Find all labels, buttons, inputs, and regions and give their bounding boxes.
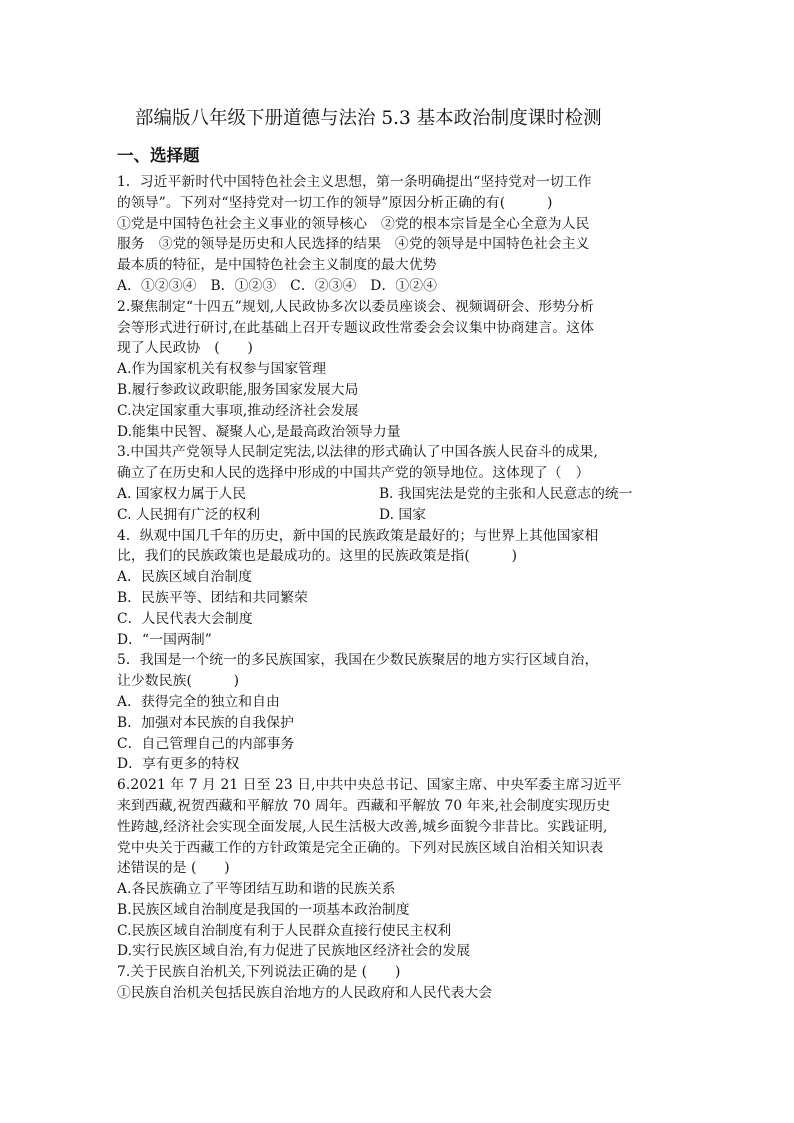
question-stem-line: 现了人民政协 ( ) — [117, 340, 254, 357]
question-stem-line: 比，我们的民族政策也是最成功的。这里的民族政策是指( ) — [117, 548, 518, 565]
question-stem-line: 4．纵观中国几千年的历史，新中国的民族政策是最好的；与世界上其他国家相 — [117, 527, 599, 544]
question-4 — [117, 526, 681, 651]
question-stem-line: 确立了在历史和人民的选择中形成的中国共产党的领导地位。这体现了（ ） — [117, 465, 590, 482]
answer-option: A.各民族确立了平等团结互助和谐的民族关系 — [117, 881, 396, 898]
answer-option: B. 我国宪法是党的主张和人民意志的统一 — [379, 485, 633, 502]
answer-option: B.履行参政议政职能,服务国家发展大局 — [117, 381, 359, 398]
question-1 — [117, 172, 681, 297]
answer-option: A．民族区域自治制度 — [117, 569, 253, 586]
question-stem-line: 6.2021 年 7 月 21 日至 23 日,中共中央总书记、国家主席、中央军委主席习近平 — [117, 777, 622, 794]
question-stem-line: 会等形式进行研讨,在此基础上召开专题议政性常委会会议集中协商建言。这体 — [117, 319, 594, 336]
question-6 — [117, 775, 681, 962]
question-stem-line: 5．我国是一个统一的多民族国家，我国在少数民族聚居的地方实行区域自治， — [117, 652, 599, 669]
question-stem-line: 1．习近平新时代中国特色社会主义思想，第一条明确提出“坚持党对一切工作 — [117, 174, 592, 190]
question-stem-line: 来到西藏,祝贺西藏和平解放 70 周年。西藏和平解放 70 年来,社会制度实现历史 — [117, 797, 611, 814]
answer-option: B．民族平等、团结和共同繁荣 — [117, 589, 308, 606]
answer-option: C.民族区域自治制度有利于人民群众直接行使民主权利 — [117, 922, 452, 939]
section-heading: 一、选择题 — [117, 146, 200, 165]
question-stem-line: 2.聚焦制定“十四五”规划,人民政协多次以委员座谈会、视频调研会、形势分析 — [117, 298, 594, 315]
question-stem-line: 3.中国共产党领导人民制定宪法,以法律的形式确认了中国各族人民奋斗的成果, — [117, 444, 598, 461]
answer-option: D．“一国两制” — [117, 631, 212, 648]
answer-option: D.实行民族区域自治,有力促进了民族地区经济社会的发展 — [117, 943, 471, 960]
question-stem-line: ①党是中国特色社会主义事业的领导核心 ②党的根本宗旨是全心全意为人民 — [117, 215, 590, 232]
answer-options: A．①②③④ B．①②③ C．②③④ D．①②④ — [117, 277, 438, 294]
answer-option: B.民族区域自治制度是我国的一项基本政治制度 — [117, 901, 410, 918]
document-title: 部编版八年级下册道德与法治 5.3 基本政治制度课时检测 — [135, 108, 602, 129]
question-3 — [117, 442, 681, 525]
answer-option: C．人民代表大会制度 — [117, 610, 253, 627]
answer-option: D. 国家 — [379, 506, 426, 523]
answer-option: B．加强对本民族的自我保护 — [117, 714, 295, 731]
question-stem-line: 党中央关于西藏工作的方针政策是完全正确的。下列对民族区域自治相关知识表 — [117, 839, 604, 856]
question-stem-line: 的领导”。下列对“坚持党对一切工作的领导”原因分析正确的有( ) — [117, 194, 553, 211]
answer-option: A. 国家权力属于人民 — [117, 485, 247, 502]
question-stem-line: 性跨越,经济社会实现全面发展,人民生活极大改善,城乡面貌今非昔比。实践证明, — [117, 818, 608, 835]
answer-option-row — [117, 484, 681, 505]
question-stem-line: 7.关于民族自治机关,下列说法正确的是 ( ) — [117, 964, 401, 981]
answer-option: D．享有更多的特权 — [117, 756, 240, 773]
question-stem-line: 述错误的是 ( ) — [117, 860, 230, 877]
answer-option: D.能集中民智、凝聚人心,是最高政治领导力量 — [117, 423, 401, 440]
question-stem-line: 服务 ③党的领导是历史和人民选择的结果 ④党的领导是中国特色社会主义 — [117, 236, 590, 253]
answer-option: A．获得完全的独立和自由 — [117, 693, 280, 710]
question-stem-line: ①民族自治机关包括民族自治地方的人民政府和人民代表大会 — [117, 985, 493, 1002]
question-stem-line: 让少数民族( ) — [117, 673, 240, 690]
answer-option-row — [117, 505, 681, 526]
question-stem-line: 最本质的特征，是中国特色社会主义制度的最大优势 — [117, 257, 437, 274]
answer-option: C. 人民拥有广泛的权利 — [117, 506, 261, 523]
answer-option: C．自己管理自己的内部事务 — [117, 735, 295, 752]
answer-option: A.作为国家机关有权参与国家管理 — [117, 361, 327, 378]
document-page — [117, 106, 681, 1004]
question-7 — [117, 962, 681, 1004]
answer-option: C.决定国家重大事项,推动经济社会发展 — [117, 402, 359, 419]
question-5 — [117, 650, 681, 775]
question-2 — [117, 297, 681, 443]
